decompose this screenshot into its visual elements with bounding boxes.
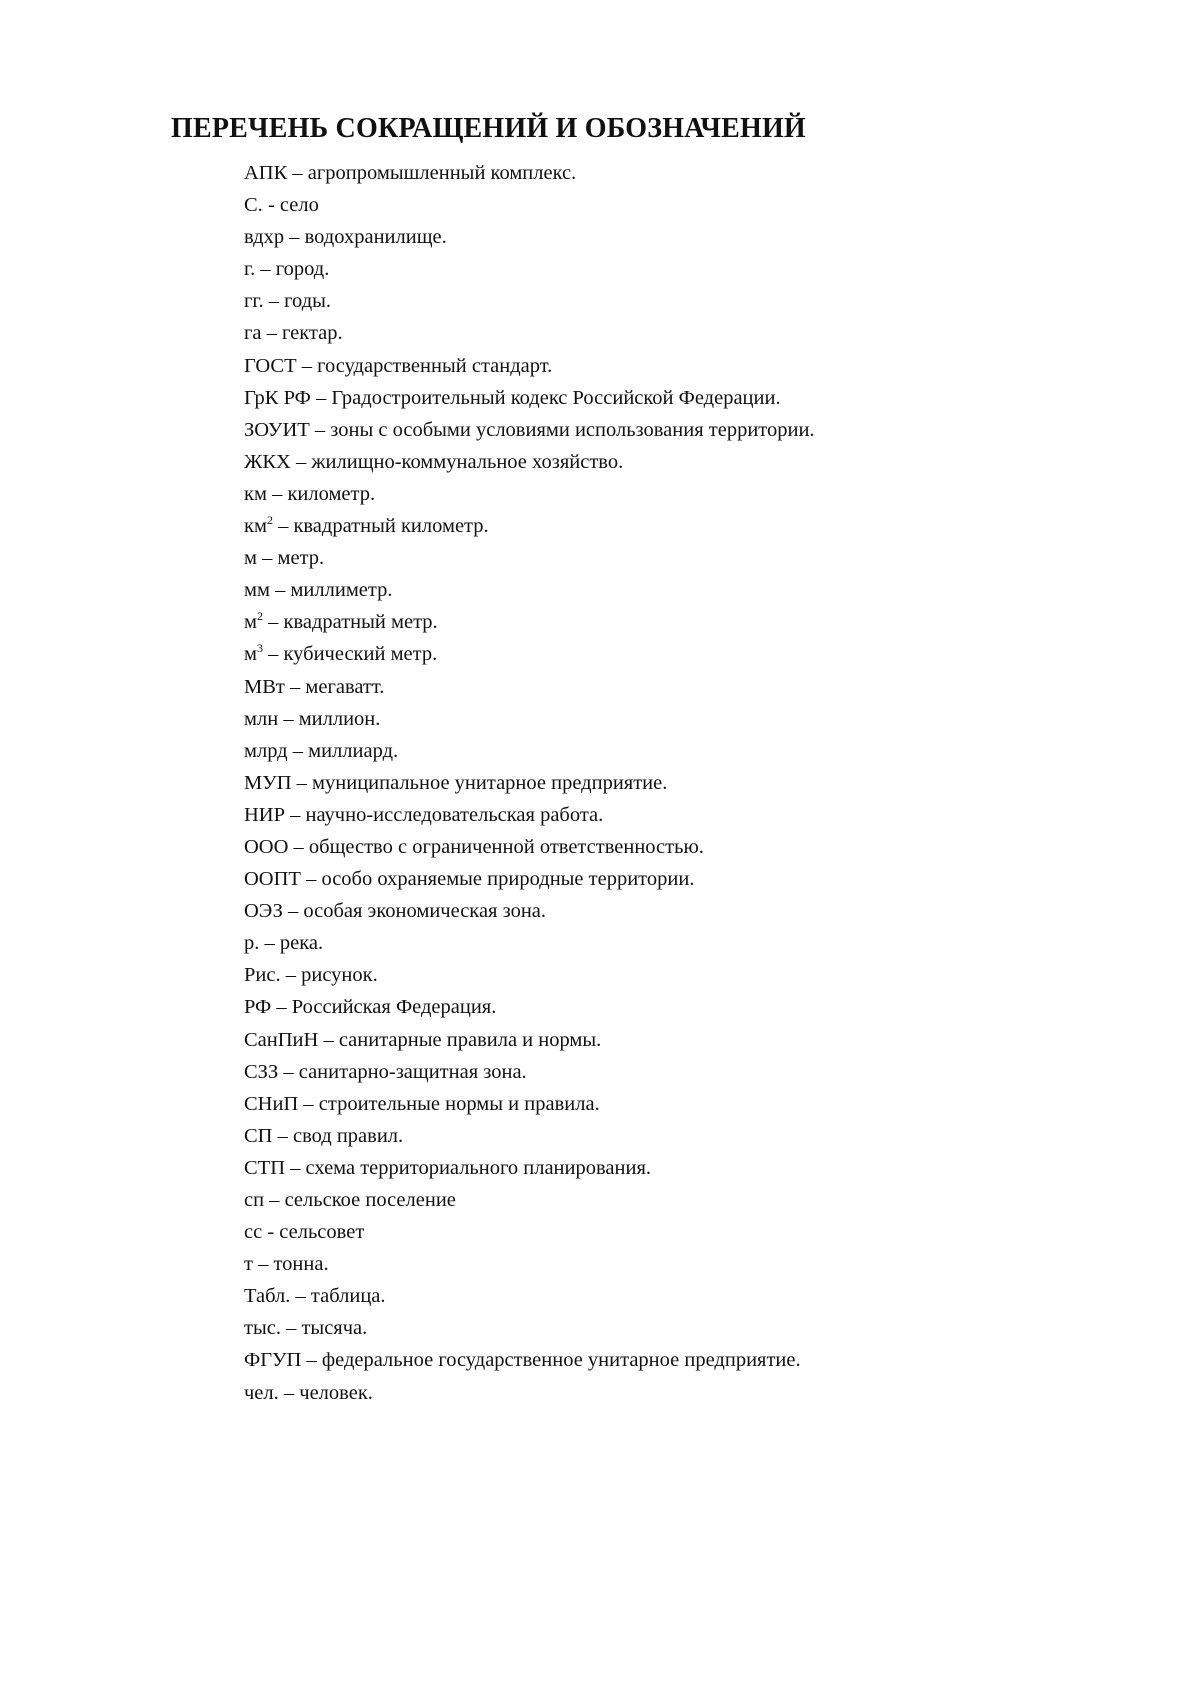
- abbreviation-term: км: [244, 482, 267, 505]
- separator-dash: –: [282, 900, 304, 923]
- abbreviation-entry: [244, 221, 815, 253]
- separator-dash: –: [263, 290, 285, 313]
- abbreviation-entry: [244, 703, 815, 735]
- abbreviation-meaning: километр.: [287, 482, 376, 505]
- abbreviation-meaning: санитарные правила и нормы.: [338, 1028, 602, 1051]
- abbreviation-entry: [244, 991, 815, 1023]
- abbreviation-meaning: метр.: [277, 547, 325, 570]
- abbreviation-term: чел.: [244, 1381, 279, 1404]
- abbreviation-entry: [244, 285, 815, 317]
- separator-dash: –: [310, 386, 332, 409]
- separator-dash: –: [284, 226, 305, 249]
- abbreviation-meaning: федеральное государственное унитарное предприятие.: [321, 1349, 801, 1372]
- abbreviation-entry: [244, 1056, 815, 1088]
- abbreviation-meaning: Российская Федерация.: [291, 996, 497, 1019]
- abbreviation-meaning: гектар.: [282, 322, 343, 345]
- separator-dash: –: [259, 932, 280, 955]
- separator-dash: –: [285, 803, 306, 826]
- page-title: ПЕРЕЧЕНЬ СОКРАЩЕНИЙ И ОБОЗНАЧЕНИЙ: [171, 113, 806, 144]
- abbreviation-meaning: мегаватт.: [305, 675, 385, 698]
- abbreviation-meaning: научно-исследовательская работа.: [305, 803, 604, 826]
- abbreviation-meaning: агропромышленный комплекс.: [307, 162, 577, 184]
- abbreviation-term: ООО: [244, 835, 289, 858]
- abbreviation-meaning: квадратный километр.: [293, 515, 489, 538]
- abbreviation-meaning: человек.: [299, 1381, 373, 1404]
- separator-dash: –: [264, 1189, 285, 1211]
- abbreviation-entry: [244, 382, 815, 414]
- abbreviation-entry: [244, 638, 815, 670]
- abbreviation-entry: [244, 542, 815, 574]
- abbreviation-meaning: муниципальное унитарное предприятие.: [312, 771, 668, 794]
- abbreviation-entry: [244, 799, 815, 831]
- abbreviation-entry: [244, 189, 815, 221]
- abbreviation-entry: [244, 1024, 815, 1056]
- separator-dash: –: [298, 1092, 319, 1115]
- abbreviation-meaning: тысяча.: [301, 1317, 368, 1340]
- abbreviation-term: МУП: [244, 771, 292, 794]
- separator-dash: -: [262, 194, 280, 217]
- abbreviation-term: ФГУП: [244, 1349, 302, 1372]
- abbreviation-entry: [244, 863, 815, 895]
- abbreviation-entry: [244, 895, 815, 927]
- separator-dash: –: [272, 1124, 293, 1147]
- separator-dash: –: [284, 675, 306, 698]
- abbreviation-term: тыс.: [244, 1317, 281, 1340]
- abbreviation-entry: [244, 350, 815, 382]
- abbreviation-entry: [244, 446, 815, 478]
- abbreviation-entry: [244, 1152, 815, 1184]
- abbreviation-term: г.: [244, 258, 256, 281]
- abbreviation-entry: [244, 317, 815, 349]
- abbreviation-meaning: квадратный метр.: [283, 611, 438, 634]
- abbreviation-term: ОЭЗ: [244, 900, 283, 923]
- abbreviation-term: Табл.: [244, 1285, 291, 1308]
- abbreviation-entry: [244, 735, 815, 767]
- abbreviation-term: т: [244, 1253, 253, 1276]
- abbreviation-entry: [244, 767, 815, 799]
- separator-dash: –: [272, 515, 294, 538]
- abbreviation-entry: [244, 510, 815, 542]
- abbreviation-entry: [244, 1120, 815, 1152]
- abbreviation-entry: [244, 574, 815, 606]
- abbreviation-term: м: [244, 643, 257, 666]
- separator-dash: –: [285, 1156, 306, 1179]
- abbreviation-meaning: годы.: [284, 290, 332, 313]
- separator-dash: –: [262, 611, 284, 634]
- abbreviation-meaning: государственный стандарт.: [317, 354, 553, 377]
- abbreviation-meaning: рисунок.: [301, 964, 378, 987]
- abbreviation-entry: [244, 1248, 815, 1280]
- separator-dash: –: [290, 1285, 311, 1308]
- separator-dash: –: [296, 354, 318, 377]
- abbreviation-term: МВт: [244, 675, 285, 698]
- abbreviation-term: вдхр: [244, 226, 285, 249]
- abbreviation-entry: [244, 157, 815, 189]
- separator-dash: –: [300, 868, 322, 891]
- abbreviation-meaning: река.: [279, 932, 324, 955]
- abbreviation-term: м: [244, 611, 257, 634]
- separator-dash: –: [280, 1317, 302, 1340]
- abbreviation-entry: [244, 1216, 815, 1248]
- superscript-exponent: 2: [256, 609, 263, 624]
- abbreviation-meaning: тонна.: [273, 1253, 329, 1276]
- separator-dash: –: [287, 739, 309, 762]
- separator-dash: –: [262, 643, 284, 666]
- abbreviation-term: млрд: [244, 739, 288, 762]
- separator-dash: –: [269, 579, 291, 602]
- separator-dash: –: [291, 771, 313, 794]
- abbreviation-term: ЖКХ: [244, 450, 291, 473]
- separator-dash: –: [261, 322, 283, 345]
- abbreviation-entry: [244, 478, 815, 510]
- abbreviation-entry: [244, 1344, 815, 1376]
- abbreviation-meaning: строительные нормы и правила.: [318, 1092, 600, 1115]
- separator-dash: –: [287, 162, 308, 184]
- abbreviation-term: Рис.: [244, 964, 281, 987]
- abbreviation-term: С.: [244, 194, 263, 217]
- abbreviation-meaning: зоны с особыми условиями использования территории.: [330, 418, 815, 441]
- abbreviation-term: м: [244, 547, 257, 570]
- abbreviation-term: мм: [244, 579, 270, 602]
- abbreviation-term: АПК: [244, 162, 288, 184]
- abbreviation-term: СЗЗ: [244, 1060, 279, 1083]
- separator-dash: –: [309, 418, 331, 441]
- separator-dash: –: [290, 450, 312, 473]
- abbreviation-meaning: город.: [275, 258, 330, 281]
- separator-dash: –: [280, 964, 302, 987]
- abbreviation-term: СНиП: [244, 1092, 299, 1115]
- abbreviation-entry: [244, 606, 815, 638]
- abbreviation-meaning: кубический метр.: [283, 643, 438, 666]
- separator-dash: –: [301, 1349, 322, 1372]
- abbreviation-meaning: миллиард.: [308, 739, 399, 762]
- abbreviation-entry: [244, 414, 815, 446]
- abbreviation-term: млн: [244, 707, 279, 730]
- abbreviation-term: га: [244, 322, 262, 345]
- abbreviation-entry: [244, 1377, 815, 1409]
- abbreviation-entry: [244, 1184, 815, 1216]
- abbreviation-meaning: миллион.: [298, 707, 381, 730]
- abbreviation-term: СанПиН: [244, 1028, 319, 1051]
- abbreviation-term: ГОСТ: [244, 354, 297, 377]
- abbreviation-term: СТП: [244, 1156, 285, 1179]
- separator-dash: -: [262, 1221, 280, 1244]
- abbreviation-meaning: свод правил.: [292, 1124, 404, 1147]
- abbreviation-term: сс: [244, 1221, 263, 1244]
- abbreviation-meaning: особо охраняемые природные территории.: [321, 868, 695, 891]
- abbreviation-meaning: жилищно-коммунальное хозяйство.: [311, 450, 624, 473]
- separator-dash: –: [256, 547, 278, 570]
- separator-dash: –: [278, 1381, 300, 1404]
- abbreviation-list: [244, 157, 815, 1409]
- abbreviation-term: ГрК РФ: [244, 386, 311, 409]
- abbreviation-meaning: общество с ограниченной ответственностью.: [308, 835, 704, 858]
- abbreviation-entry: [244, 671, 815, 703]
- abbreviation-entry: [244, 959, 815, 991]
- abbreviation-term: км: [244, 515, 267, 538]
- superscript-exponent: 2: [266, 513, 273, 528]
- abbreviation-meaning: таблица.: [310, 1285, 386, 1308]
- abbreviation-meaning: схема территориального планирования.: [305, 1156, 652, 1179]
- separator-dash: –: [278, 707, 299, 730]
- abbreviation-entry: [244, 831, 815, 863]
- separator-dash: –: [266, 482, 288, 505]
- abbreviation-entry: [244, 1280, 815, 1312]
- abbreviation-meaning: сельское поселение: [284, 1189, 456, 1211]
- abbreviation-meaning: сельсовет: [279, 1221, 365, 1244]
- abbreviation-meaning: особая экономическая зона.: [303, 900, 547, 923]
- abbreviation-meaning: село: [279, 194, 319, 217]
- abbreviation-entry: [244, 927, 815, 959]
- abbreviation-term: ООПТ: [244, 868, 301, 891]
- abbreviation-entry: [244, 253, 815, 285]
- separator-dash: –: [271, 996, 292, 1019]
- superscript-exponent: 3: [256, 641, 263, 656]
- separator-dash: –: [255, 258, 276, 281]
- separator-dash: –: [288, 835, 309, 858]
- separator-dash: –: [318, 1028, 339, 1051]
- abbreviation-meaning: Градостроительный кодекс Российской Федерации.: [331, 386, 781, 409]
- separator-dash: –: [252, 1253, 274, 1276]
- abbreviation-meaning: санитарно-защитная зона.: [298, 1060, 527, 1083]
- abbreviation-term: СП: [244, 1124, 273, 1147]
- separator-dash: –: [278, 1060, 299, 1083]
- abbreviation-term: ЗОУИТ: [244, 418, 310, 441]
- abbreviation-entry: [244, 1088, 815, 1120]
- abbreviation-term: р.: [244, 932, 260, 955]
- abbreviation-term: НИР: [244, 803, 286, 826]
- abbreviation-meaning: миллиметр.: [290, 579, 393, 602]
- abbreviation-entry: [244, 1312, 815, 1344]
- abbreviation-term: гг.: [244, 290, 264, 313]
- abbreviation-meaning: водохранилище.: [304, 226, 447, 249]
- abbreviation-term: сп: [244, 1189, 265, 1211]
- abbreviation-term: РФ: [244, 996, 272, 1019]
